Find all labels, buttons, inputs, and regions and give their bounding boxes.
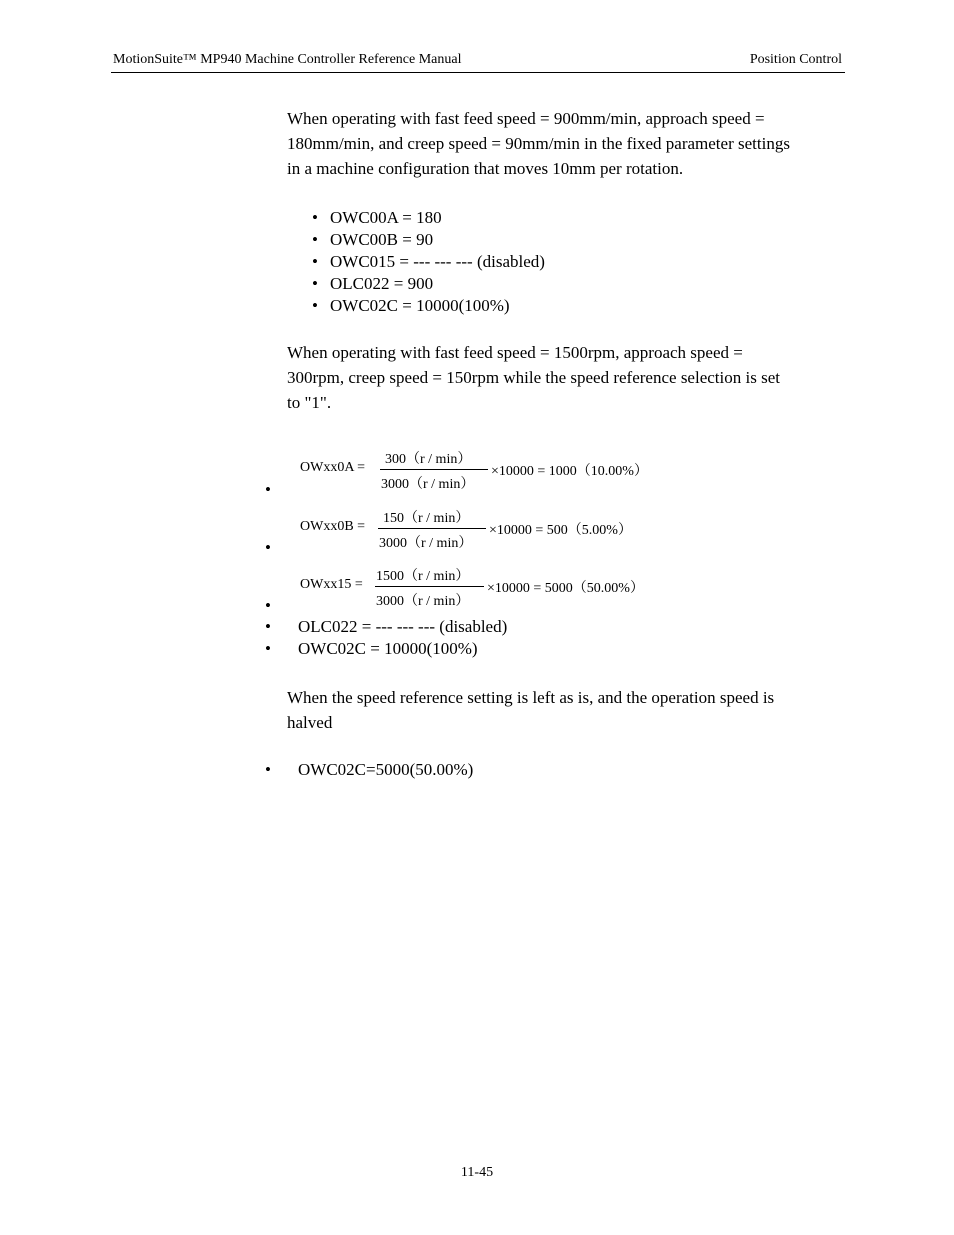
list-item: • OWC00A = 180 bbox=[310, 207, 545, 229]
fixed-parameter-list bbox=[310, 207, 545, 317]
formula-rhs: ×10000 = 5000（50.00%） bbox=[487, 581, 644, 596]
formula-denominator: 3000（r / min） bbox=[381, 477, 475, 492]
fraction-bar bbox=[375, 586, 484, 587]
bullet: • bbox=[265, 480, 271, 499]
bullet: • bbox=[265, 596, 271, 615]
formula-numerator: 1500（r / min） bbox=[376, 569, 470, 584]
formula-denominator: 3000（r / min） bbox=[376, 594, 470, 609]
paragraph-line: When operating with fast feed speed = 900mm/min, approach speed = bbox=[287, 109, 765, 128]
bullet: • bbox=[265, 617, 271, 636]
list-item: OLC022 = --- --- --- (disabled) bbox=[298, 617, 508, 636]
bullet: • bbox=[265, 760, 271, 779]
paragraph-line: 300rpm, creep speed = 150rpm while the speed reference selection is set bbox=[287, 368, 780, 387]
header-divider bbox=[111, 72, 845, 73]
formula-numerator: 150（r / min） bbox=[383, 511, 470, 526]
paragraph-line: halved bbox=[287, 713, 333, 732]
formula-lhs: OWxx0B = bbox=[300, 519, 366, 534]
paragraph-line: in a machine configuration that moves 10mm per rotation. bbox=[287, 159, 684, 178]
list-item: OWC02C=5000(50.00%) bbox=[298, 760, 474, 779]
fraction-bar bbox=[380, 469, 488, 470]
paragraph-speed-reference bbox=[287, 340, 845, 415]
manual-title: MotionSuite™ MP940 Machine Controller Reference Manual bbox=[113, 52, 462, 67]
paragraph-line: to "1". bbox=[287, 393, 332, 412]
formula-rhs: ×10000 = 500（5.00%） bbox=[489, 523, 632, 538]
bullet: • bbox=[265, 538, 271, 557]
formula-lhs: OWxx15 = bbox=[300, 577, 363, 592]
list-item: OWC02C = 10000(100%) bbox=[298, 639, 478, 658]
formula-numerator: 300（r / min） bbox=[385, 452, 472, 467]
bullet: • bbox=[265, 639, 271, 658]
paragraph-line: 180mm/min, and creep speed = 90mm/min in the fixed parameter settings bbox=[287, 134, 790, 153]
paragraph-line: When the speed reference setting is left as is, and the operation speed is bbox=[287, 688, 775, 707]
fraction-bar bbox=[378, 528, 486, 529]
section-title: Position Control bbox=[749, 52, 842, 67]
formula-rhs: ×10000 = 1000（10.00%） bbox=[491, 464, 648, 479]
paragraph-line: When operating with fast feed speed = 1500rpm, approach speed = bbox=[287, 343, 743, 362]
list-item: • OWC02C = 10000(100%) bbox=[310, 295, 545, 317]
formula-lhs: OWxx0A = bbox=[300, 460, 366, 475]
list-item: • OWC015 = --- --- --- (disabled) bbox=[310, 251, 545, 273]
page-number: 11-45 bbox=[460, 1165, 494, 1180]
list-item: • OWC00B = 90 bbox=[310, 229, 545, 251]
paragraph-halved-speed bbox=[287, 685, 845, 735]
paragraph-fixed-parameters bbox=[287, 106, 845, 181]
list-item: • OLC022 = 900 bbox=[310, 273, 545, 295]
formula-denominator: 3000（r / min） bbox=[379, 536, 473, 551]
